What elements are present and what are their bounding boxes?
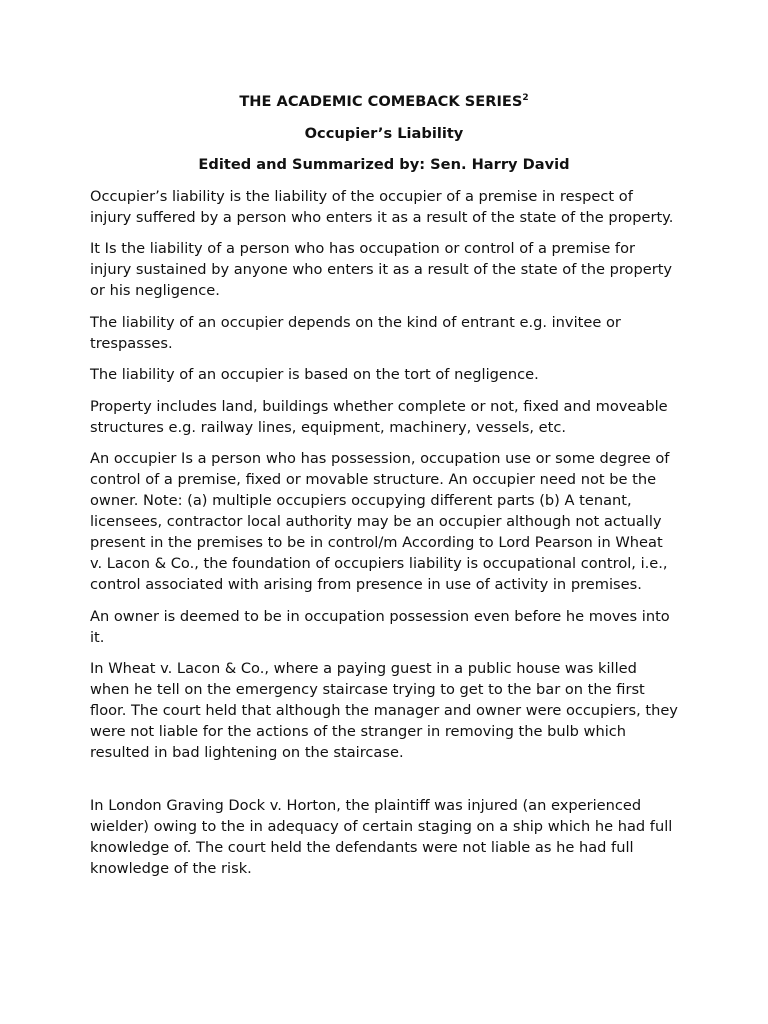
paragraph: An owner is deemed to be in occupation possession even before he moves into it. xyxy=(90,607,670,646)
paragraph: The liability of an occupier depends on the kind of entrant e.g. invitee or trespasses. xyxy=(90,313,621,352)
series-title: THE ACADEMIC COMEBACK SERIES$^2$ xyxy=(239,93,529,110)
paragraph: An occupier Is a person who has possession, occupation use or some degree of control of a premise, fixed or movable structure. An occupier need not be the owner. Note: (a) multiple occupiers occupying different parts (b) A tenant, licensees, contractor local authority may be an occupier although not actually present in the premises to be in control/m According to Lord Pearson in Wheat v. Lacon & Co., the foundation of occupiers liability is occupational control, i.e., control associated with arising from presence in use of activity in premises. xyxy=(90,450,670,593)
paragraph: In Wheat v. Lacon & Co., where a paying guest in a public house was killed when he tell on the emergency staircase trying to get to the bar on the first floor. The court held that although the manager and owner were occupiers, they were not liable for the actions of the stranger in removing the bulb which resulted in bad lightening on the staircase. xyxy=(90,660,678,761)
paragraph: It Is the liability of a person who has occupation or control of a premise for injury sustained by anyone who enters it as a result of the state of the property or his negligence. xyxy=(90,240,673,299)
blank-line xyxy=(90,774,678,795)
paragraph: In London Graving Dock v. Horton, the plaintiff was injured (an experienced wielder) owing to the in adequacy of certain staging on a ship which he had full knowledge of. The court held the defendants were not liable as he had full knowledge of the risk. xyxy=(90,796,673,877)
editor-credit: Edited and Summarized by: Sen. Harry David xyxy=(198,156,570,173)
document-title: Occupier’s Liability xyxy=(304,124,464,142)
paragraph: Property includes land, buildings whether complete or not, fixed and moveable structures e.g. railway lines, equipment, machinery, vessels, etc. xyxy=(90,397,668,436)
paragraph: Occupier’s liability is the liability of the occupier of a premise in respect of injury suffered by a person who enters it as a result of the state of the property. xyxy=(90,187,674,226)
paragraph: The liability of an occupier is based on the tort of negligence. xyxy=(90,366,539,383)
series-superscript: 2 xyxy=(522,93,529,104)
